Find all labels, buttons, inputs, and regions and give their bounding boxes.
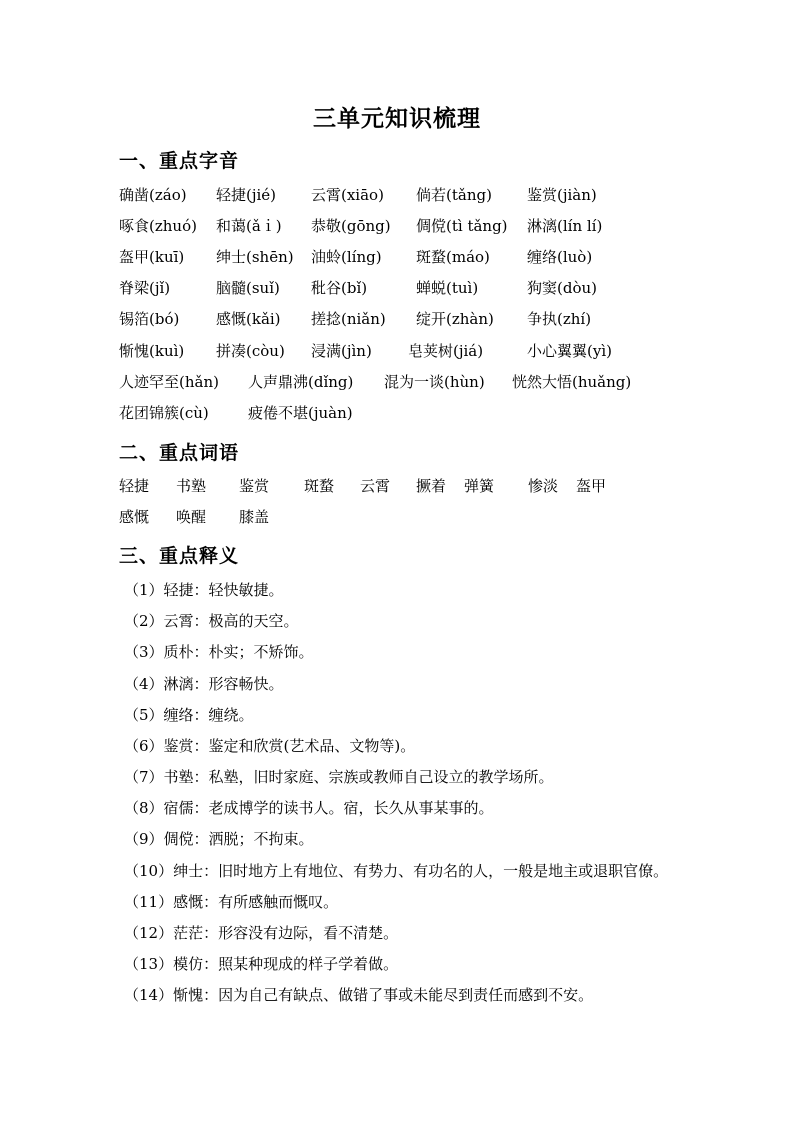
pronunciation-item: 鉴赏(jiàn) — [527, 186, 597, 204]
pronunciation-item: 淋漓(lín lí) — [527, 217, 603, 235]
pronunciation-item: 缠络(luò) — [527, 248, 593, 266]
pronunciation-row — [0, 183, 794, 207]
pronunciation-item: 云霄(xiāo) — [311, 186, 384, 204]
word-item: 感慨 — [119, 508, 150, 526]
pronunciation-item: 轻捷(jié) — [216, 186, 277, 204]
definition-item: （12）茫茫：形容没有边际，看不清楚。 — [124, 924, 399, 942]
pronunciation-row — [0, 214, 794, 238]
pronunciation-row — [0, 401, 794, 425]
word-item: 唤醒 — [176, 508, 207, 526]
pronunciation-item: 秕谷(bǐ) — [311, 279, 368, 297]
pronunciation-item: 盔甲(kuī) — [119, 248, 185, 266]
word-row — [0, 474, 794, 498]
pronunciation-item: 确凿(záo) — [119, 186, 187, 204]
section-heading-key-words: 二、重点词语 — [119, 442, 240, 464]
word-item: 盔甲 — [576, 477, 607, 495]
page-title: 三单元知识梳理 — [313, 105, 481, 132]
definition-item: （5）缠络：缠绕。 — [124, 706, 254, 724]
word-row — [0, 505, 794, 529]
pronunciation-item: 倘若(tǎng) — [416, 186, 492, 204]
section-heading-pronunciation: 一、重点字音 — [119, 150, 240, 172]
pronunciation-item: 人声鼎沸(dǐng) — [248, 373, 354, 391]
pronunciation-item: 小心翼翼(yì) — [527, 342, 612, 360]
definition-item: （14）惭愧：因为自己有缺点、做错了事或未能尽到责任而感到不安。 — [124, 986, 594, 1004]
pronunciation-item: 脊梁(jǐ) — [119, 279, 171, 297]
definition-item: （4）淋漓：形容畅快。 — [124, 675, 284, 693]
definition-item: （3）质朴：朴实；不矫饰。 — [124, 643, 314, 661]
section-heading-definitions: 三、重点释义 — [119, 545, 240, 567]
pronunciation-item: 绽开(zhàn) — [416, 310, 494, 328]
pronunciation-item: 锡箔(bó) — [119, 310, 180, 328]
definition-item: （11）感慨：有所感触而慨叹。 — [124, 893, 339, 911]
pronunciation-item: 倜傥(tì tǎng) — [416, 217, 508, 235]
definition-item: （10）绅士：旧时地方上有地位、有势力、有功名的人，一般是地主或退职官僚。 — [124, 862, 669, 880]
definition-item: （8）宿儒：老成博学的读书人。宿，长久从事某事的。 — [124, 799, 494, 817]
word-item: 书塾 — [176, 477, 207, 495]
pronunciation-item: 蝉蜕(tuì) — [416, 279, 479, 297]
word-item: 鉴赏 — [239, 477, 270, 495]
pronunciation-row — [0, 307, 794, 331]
pronunciation-item: 狗窦(dòu) — [527, 279, 597, 297]
definition-item: （13）模仿：照某种现成的样子学着做。 — [124, 955, 399, 973]
pronunciation-item: 花团锦簇(cù) — [119, 404, 209, 422]
word-item: 弹簧 — [464, 477, 495, 495]
pronunciation-item: 浸满(jìn) — [311, 342, 372, 360]
word-item: 撅着 — [416, 477, 447, 495]
pronunciation-row — [0, 276, 794, 300]
definition-item: （6）鉴赏：鉴定和欣赏(艺术品、文物等)。 — [124, 737, 416, 755]
pronunciation-item: 感慨(kǎi) — [216, 310, 281, 328]
word-item: 惨淡 — [528, 477, 559, 495]
word-item: 云霄 — [360, 477, 391, 495]
pronunciation-item: 惭愧(kuì) — [119, 342, 185, 360]
pronunciation-item: 皂荚树(jiá) — [408, 342, 484, 360]
definition-item: （1）轻捷：轻快敏捷。 — [124, 581, 284, 599]
definition-item: （7）书塾：私塾，旧时家庭、宗族或教师自己设立的教学场所。 — [124, 768, 554, 786]
pronunciation-item: 绅士(shēn) — [216, 248, 294, 266]
pronunciation-item: 和蔼(ǎｉ) — [216, 217, 282, 235]
pronunciation-item: 油蛉(líng) — [311, 248, 382, 266]
pronunciation-item: 混为一谈(hùn) — [384, 373, 485, 391]
pronunciation-row — [0, 339, 794, 363]
pronunciation-item: 恍然大悟(huǎng) — [512, 373, 632, 391]
pronunciation-item: 争执(zhí) — [527, 310, 592, 328]
pronunciation-item: 疲倦不堪(juàn) — [248, 404, 353, 422]
word-item: 轻捷 — [119, 477, 150, 495]
word-item: 斑蝥 — [304, 477, 335, 495]
pronunciation-item: 搓捻(niǎn) — [311, 310, 386, 328]
pronunciation-item: 啄食(zhuó) — [119, 217, 197, 235]
pronunciation-item: 斑蝥(máo) — [416, 248, 490, 266]
definition-item: （9）倜傥：洒脱；不拘束。 — [124, 830, 314, 848]
word-item: 膝盖 — [239, 508, 270, 526]
definition-item: （2）云霄：极高的天空。 — [124, 612, 299, 630]
pronunciation-item: 人迹罕至(hǎn) — [119, 373, 219, 391]
pronunciation-item: 恭敬(gōng) — [311, 217, 391, 235]
pronunciation-item: 脑髓(suǐ) — [216, 279, 280, 297]
pronunciation-row — [0, 370, 794, 394]
pronunciation-item: 拼凑(còu) — [216, 342, 285, 360]
pronunciation-row — [0, 245, 794, 269]
